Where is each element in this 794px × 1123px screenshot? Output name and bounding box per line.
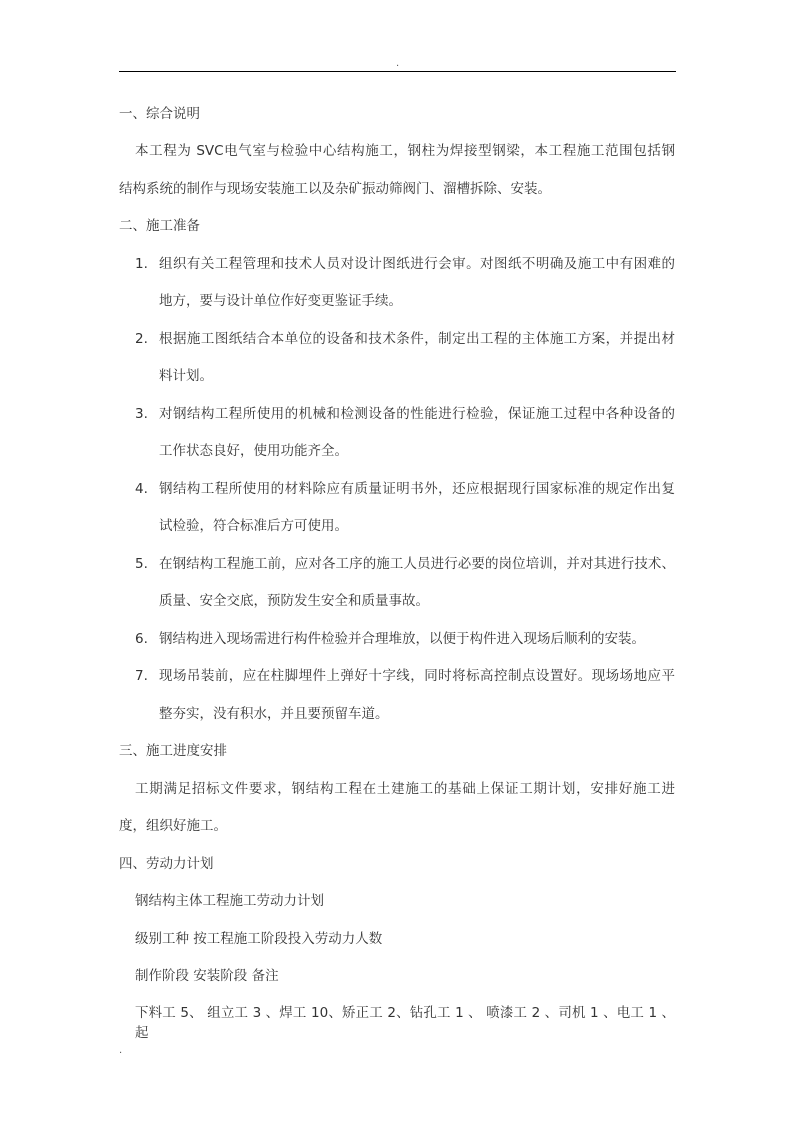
section4-line-3: 制作阶段 安装阶段 备注 bbox=[135, 968, 279, 984]
section4-line-2: 级别工种 按工程施工阶段投入劳动力人数 bbox=[135, 931, 383, 947]
list-item-line: 钢结构进入现场需进行构件检验并合理堆放，以便于构件进入现场后顺利的安装。 bbox=[159, 631, 645, 647]
list-item-line: 组织有关工程管理和技术人员对设计图纸进行会审。对图纸不明确及施工中有困难的 bbox=[159, 256, 675, 272]
list-item-line: 地方，要与设计单位作好变更鉴证手续。 bbox=[159, 293, 402, 309]
section3-heading: 三、施工进度安排 bbox=[119, 743, 227, 759]
list-item-number: 7. bbox=[135, 668, 148, 684]
section4-line-4: 下料工 5、 组立工 3 、焊工 10、矫正工 2、钻孔工 1 、 喷漆工 2 、司机 1 、电工 1 、起 bbox=[135, 1005, 675, 1041]
list-item-line: 根据施工图纸结合本单位的设备和技术条件，制定出工程的主体施工方案，并提出材 bbox=[159, 331, 675, 347]
list-item-line: 对钢结构工程所使用的机械和检测设备的性能进行检验，保证施工过程中各种设备的 bbox=[159, 406, 675, 422]
section1-para-line-1: 本工程为 SVC电气室与检验中心结构施工，钢柱为焊接型钢梁，本工程施工范围包括钢 bbox=[135, 143, 675, 159]
list-item-line: 工作状态良好，使用功能齐全。 bbox=[159, 443, 348, 459]
section2-heading: 二、施工准备 bbox=[119, 218, 200, 234]
list-item-line: 钢结构工程所使用的材料除应有质量证明书外，还应根据现行国家标准的规定作出复 bbox=[159, 481, 675, 497]
list-item-number: 5. bbox=[135, 556, 148, 572]
list-item-line: 整夯实，没有积水，并且要预留车道。 bbox=[159, 706, 389, 722]
section3-para-line-2: 度，组织好施工。 bbox=[119, 818, 227, 834]
section1-heading: 一、综合说明 bbox=[119, 106, 200, 122]
list-item-line: 在钢结构工程施工前，应对各工序的施工人员进行必要的岗位培训，并对其进行技术、 bbox=[159, 556, 675, 572]
section3-para-line-1: 工期满足招标文件要求，钢结构工程在土建施工的基础上保证工期计划，安排好施工进 bbox=[135, 781, 675, 797]
list-item-number: 6. bbox=[135, 631, 148, 647]
footer-mark: . bbox=[119, 1045, 123, 1056]
list-item-line: 试检验，符合标准后方可使用。 bbox=[159, 518, 348, 534]
list-item-line: 料计划。 bbox=[159, 368, 213, 384]
header-rule bbox=[119, 71, 676, 72]
list-item-number: 1. bbox=[135, 256, 148, 272]
list-item-number: 2. bbox=[135, 331, 148, 347]
section4-heading: 四、劳动力计划 bbox=[119, 856, 214, 872]
list-item-line: 质量、安全交底，预防发生安全和质量事故。 bbox=[159, 593, 429, 609]
list-item-number: 3. bbox=[135, 406, 148, 422]
section4-line-1: 钢结构主体工程施工劳动力计划 bbox=[135, 893, 324, 909]
list-item-number: 4. bbox=[135, 481, 148, 497]
section1-para-line-2: 结构系统的制作与现场安装施工以及杂矿振动筛阀门、溜槽拆除、安装。 bbox=[119, 181, 551, 197]
header-mark: . bbox=[396, 58, 400, 69]
list-item-line: 现场吊装前，应在柱脚埋件上弹好十字线，同时将标高控制点设置好。现场场地应平 bbox=[159, 668, 675, 684]
